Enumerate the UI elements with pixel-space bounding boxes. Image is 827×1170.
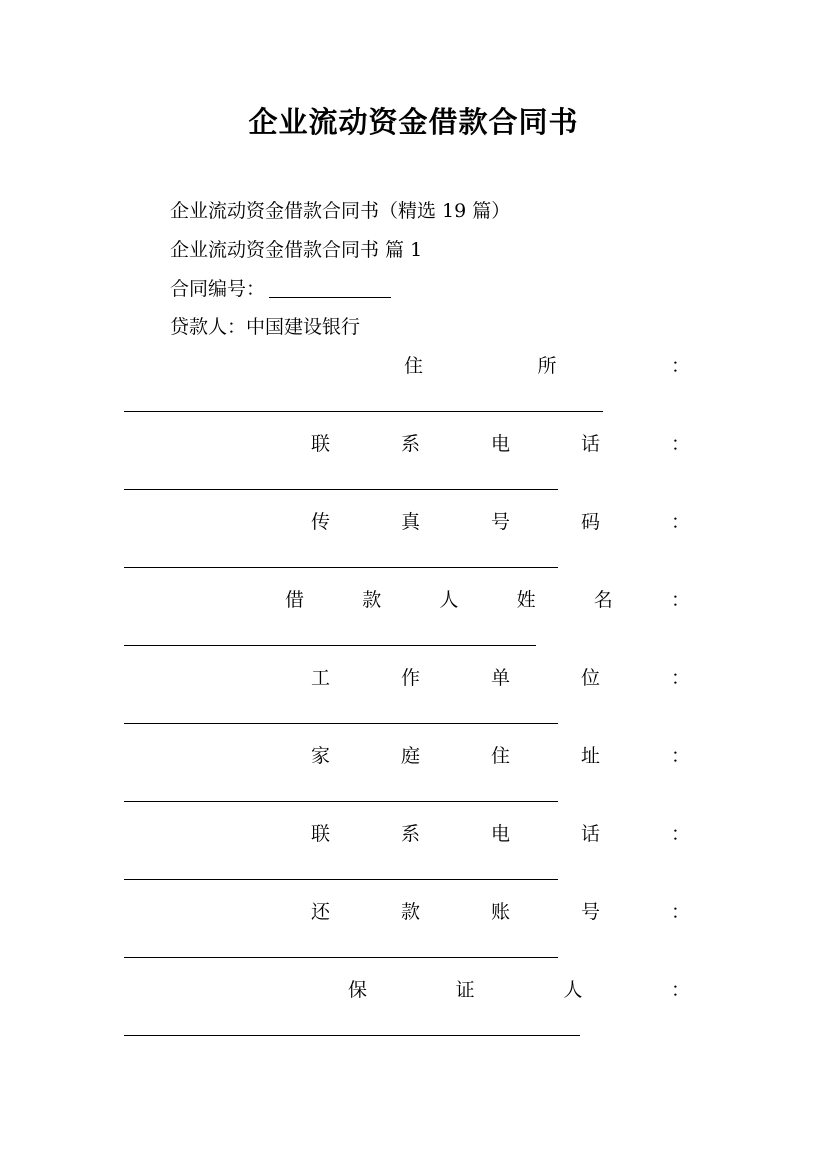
field-char: 传 — [311, 511, 331, 533]
repayment-account-blank[interactable] — [124, 957, 558, 958]
field-char: 电 — [490, 823, 510, 845]
field-borrower-phone — [124, 822, 690, 846]
field-char: 联 — [311, 823, 331, 845]
field-char: 保 — [348, 979, 368, 1001]
field-char: 借 — [285, 589, 305, 611]
field-colon: ： — [670, 511, 690, 533]
field-colon: ： — [670, 823, 690, 845]
field-colon: ： — [670, 589, 690, 611]
field-char: 工 — [311, 667, 331, 689]
field-colon: ： — [670, 745, 690, 767]
field-char: 位 — [580, 667, 600, 689]
field-char: 所 — [537, 355, 557, 377]
field-char: 话 — [580, 433, 600, 455]
field-char: 人 — [439, 589, 459, 611]
guarantor-blank[interactable] — [124, 1035, 580, 1036]
intro-line-1: 企业流动资金借款合同书（精选 19 篇） — [170, 200, 511, 222]
field-char: 系 — [400, 823, 420, 845]
field-colon: ： — [670, 979, 690, 1001]
borrower-employer-blank[interactable] — [124, 723, 558, 724]
field-lender-address — [124, 354, 690, 378]
field-char: 号 — [490, 511, 510, 533]
document-title: 企业流动资金借款合同书 — [248, 105, 579, 139]
field-char: 还 — [311, 901, 331, 923]
field-colon: ： — [670, 901, 690, 923]
intro-line-2: 企业流动资金借款合同书 篇 1 — [170, 239, 423, 261]
field-borrower-home-address — [124, 744, 690, 768]
field-char: 款 — [400, 901, 420, 923]
field-char: 系 — [400, 433, 420, 455]
contract-number-label: 合同编号： — [170, 278, 266, 300]
field-colon: ： — [670, 355, 690, 377]
field-char: 联 — [311, 433, 331, 455]
borrower-name-blank[interactable] — [124, 645, 536, 646]
field-char: 款 — [362, 589, 382, 611]
field-borrower-employer — [124, 666, 690, 690]
field-char: 单 — [490, 667, 510, 689]
lender-line: 贷款人：中国建设银行 — [170, 316, 361, 338]
field-char: 名 — [593, 589, 613, 611]
field-lender-fax — [124, 510, 690, 534]
borrower-phone-blank[interactable] — [124, 879, 558, 880]
field-colon: ： — [670, 667, 690, 689]
field-char: 庭 — [400, 745, 420, 767]
field-char: 码 — [580, 511, 600, 533]
field-char: 号 — [580, 901, 600, 923]
field-char: 址 — [580, 745, 600, 767]
contract-number-line — [170, 277, 391, 301]
field-char: 话 — [580, 823, 600, 845]
field-colon: ： — [670, 433, 690, 455]
field-char: 账 — [490, 901, 510, 923]
field-char: 住 — [490, 745, 510, 767]
field-repayment-account — [124, 900, 690, 924]
field-char: 证 — [455, 979, 475, 1001]
field-borrower-name — [124, 588, 690, 612]
lender-address-blank[interactable] — [124, 411, 603, 412]
field-guarantor — [124, 978, 690, 1002]
field-char: 作 — [400, 667, 420, 689]
field-char: 姓 — [516, 589, 536, 611]
lender-fax-blank[interactable] — [124, 567, 558, 568]
field-char: 家 — [311, 745, 331, 767]
field-char: 人 — [563, 979, 583, 1001]
borrower-home-address-blank[interactable] — [124, 801, 558, 802]
lender-phone-blank[interactable] — [124, 489, 558, 490]
field-lender-phone — [124, 432, 690, 456]
field-char: 真 — [400, 511, 420, 533]
field-char: 电 — [490, 433, 510, 455]
contract-number-blank[interactable] — [269, 297, 391, 298]
field-char: 住 — [404, 355, 424, 377]
